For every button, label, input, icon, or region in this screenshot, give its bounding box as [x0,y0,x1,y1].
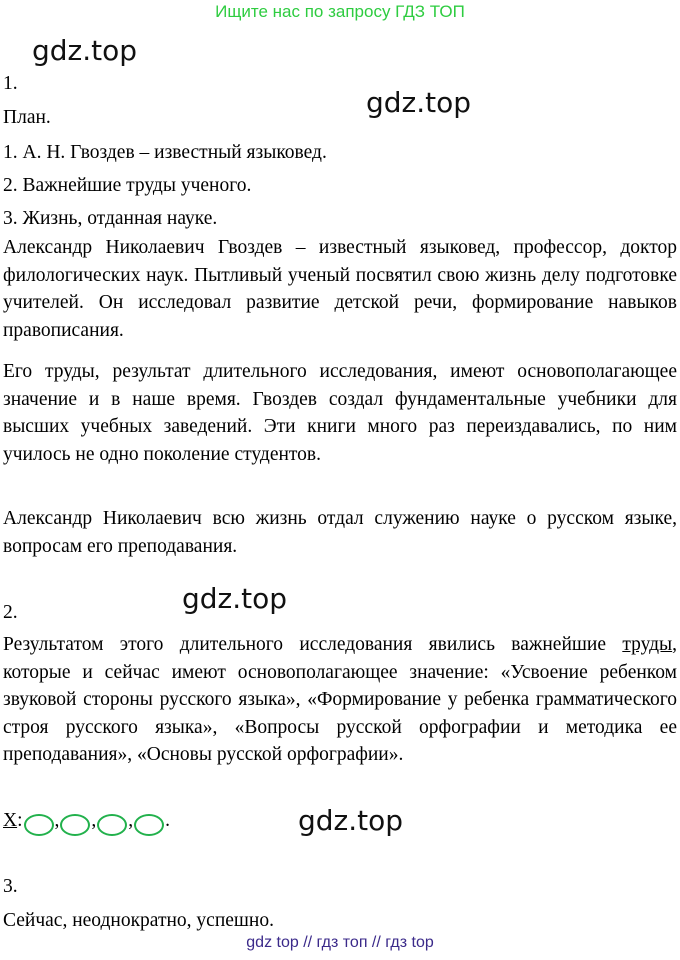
section-3-number: 3. [3,876,18,897]
section-1-number: 1. [3,73,18,94]
watermark: gdz.top [298,804,404,837]
plan-item: 2. Важнейшие труды ученого. [3,175,252,196]
section-3-answer: Сейчас, неоднократно, успешно. [3,910,274,931]
homogeneous-member-oval [97,814,127,836]
paragraph-text: Результатом этого длительного исследования явились важнейшие [3,634,623,655]
scheme-comma: , [128,810,134,831]
section-2-paragraph [3,631,677,769]
paragraph-text: , которые и сейчас имеют основополагающее значение: «Усвоение ребенком звуковой стороны русского языка», «Формирование у ребенка грамматического строя русского языка», «Вопросы русской орфографии и методика ее преподавания», «Основы русской орфографии». [3,634,677,765]
watermark: gdz.top [182,582,288,615]
homogeneous-member-oval [60,814,90,836]
underlined-subject: труды [622,634,673,655]
scheme-label: Х [3,810,18,831]
watermark: gdz.top [366,86,472,119]
homogeneous-member-oval [24,814,54,836]
scheme-period: . [165,810,171,831]
watermark: gdz.top [32,34,138,67]
plan-label: План. [3,107,51,128]
sentence-scheme [3,808,170,834]
scheme-colon: : [17,810,23,831]
homogeneous-member-oval [134,814,164,836]
plan-item: 1. А. Н. Гвоздев – известный языковед. [3,142,327,163]
paragraph: Его труды, результат длительного исследования, имеют основополагающее значение и в наше время. Гвоздев создал фундаментальные учебники для высших учебных заведений. Эти книги много раз переиздавались, по ним училось не одно поколение студентов. [3,361,677,465]
search-banner: Ищите нас по запросу ГДЗ ТОП [215,2,465,21]
paragraph: Александр Николаевич Гвоздев – известный языковед, профессор, доктор филологических наук. Пытливый ученый посвятил свою жизнь делу подготовке учителей. Он исследовал развитие детской речи, формирование навыков правописания. [3,237,677,341]
scheme-comma: , [54,810,60,831]
paragraph: Александр Николаевич всю жизнь отдал служению науке о русском языке, вопросам его преподавания. [3,508,677,557]
section-2-number: 2. [3,602,18,623]
plan-item: 3. Жизнь, отданная науке. [3,208,218,229]
footer-links[interactable]: gdz top // гдз топ // гдз top [246,934,434,951]
scheme-comma: , [91,810,97,831]
